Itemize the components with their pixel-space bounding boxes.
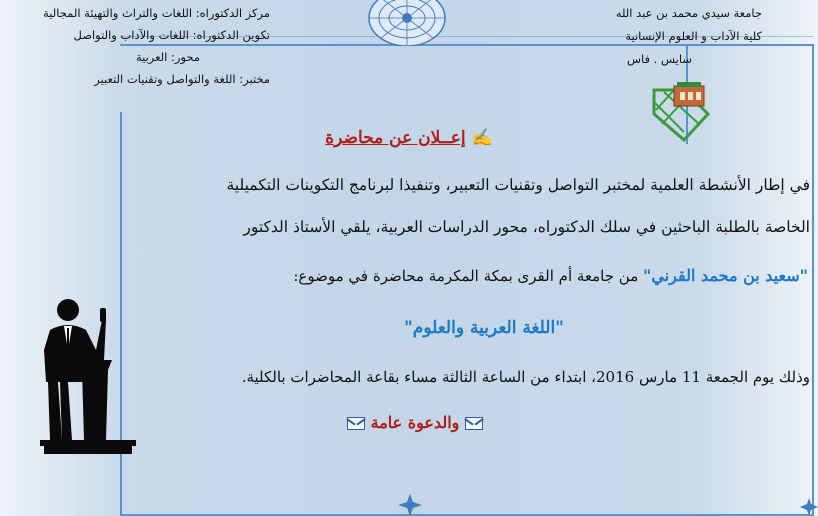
paragraph-line-2: الخاصة بالطلبة الباحثين في سلك الدكتوراه، محور الدراسات العربية، يلقي الأستاذ الدكتور [243,218,810,236]
header-right [542,2,762,71]
frame-bottom-line [120,514,813,516]
header-left [8,2,270,90]
speaker-line [293,266,808,285]
doctorate-center: مركز الدكتوراه: اللغات والتراث والتهيئة المجالية [43,6,270,20]
frame-right-line [812,44,814,516]
date-line: وذلك يوم الجمعة 11 مارس 2016، ابتداء من الساعة الثالثة مساء بقاعة المحاضرات بالكلية. [241,368,810,386]
speaker-affiliation: من جامعة أم القرى بمكة المكرمة محاضرة في موضوع: [293,267,639,285]
envelope-icon [465,417,483,430]
university-name: جامعة سيدي محمد بن عبد الله [615,6,762,20]
lecture-topic: "اللغة العربية والعلوم" [403,318,565,338]
envelope-icon [347,417,365,430]
bottom-ornament [398,494,422,516]
campus-location: سايس . فاس [626,52,692,66]
announcement-title [0,128,818,148]
doctorate-program: تكوين الدكتوراه: اللغات والآداب والتواصل [73,28,270,42]
speaker-name: "سعيد بن محمد القرني" [643,266,808,285]
open-invitation [320,413,510,432]
laboratory: مختبر: اللغة والتواصل وتقنيات التعبير [94,72,270,86]
corner-ornament [800,498,818,516]
open-invitation-text: والدعوة عامة [370,413,460,432]
announcement-title-text: إعــلان عن محاضرة [325,128,466,148]
program-axis: محور: العربية [135,50,200,64]
paragraph-line-1: في إطار الأنشطة العلمية لمختبر التواصل وتقنيات التعبير، وتنفيذا لبرنامج التكوينات التكميلية [226,176,810,194]
speaker-podium-illustration [10,290,140,460]
pen-icon: ✍ [471,128,493,148]
medallion-ornament [366,0,448,46]
faculty-name: كلية الآداب و العلوم الإنسانية [625,29,762,43]
